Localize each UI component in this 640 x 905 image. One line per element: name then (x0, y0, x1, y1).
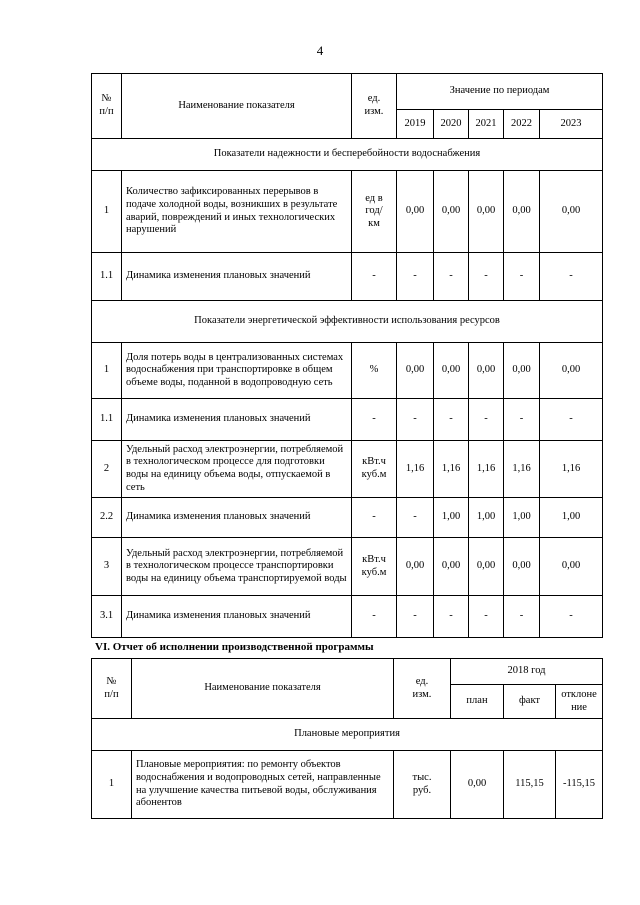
row-value: - (504, 399, 540, 441)
row-value: 0,00 (469, 171, 504, 253)
table-row (92, 171, 603, 253)
row-num: 3 (92, 538, 122, 596)
row-value: 1,16 (540, 441, 603, 498)
row-value: 0,00 (434, 538, 469, 596)
row-num: 2 (92, 441, 122, 498)
row-value: 0,00 (504, 343, 540, 399)
row-unit: - (352, 399, 397, 441)
row-num: 2.2 (92, 498, 122, 538)
row-value: 1,16 (434, 441, 469, 498)
header-unit: ед. изм. (352, 74, 397, 139)
row-value: 1,00 (469, 498, 504, 538)
row-value: 0,00 (397, 171, 434, 253)
row-name: Удельный расход электроэнергии, потребляемой в технологическом процессе транспортировки воды на единицу объема транспортируемой воды (122, 538, 352, 596)
row-value: 115,15 (504, 751, 556, 819)
row-num: 3.1 (92, 596, 122, 638)
row-unit: - (352, 596, 397, 638)
section-heading: VI. Отчет об исполнении производственной программы (95, 641, 374, 653)
row-value: 0,00 (504, 171, 540, 253)
row-name: Динамика изменения плановых значений (122, 253, 352, 301)
header-col: план (451, 685, 504, 719)
header-year: 2023 (540, 110, 603, 139)
table-row (92, 399, 603, 441)
table-row (92, 441, 603, 498)
header-name: Наименование показателя (122, 74, 352, 139)
row-name: Удельный расход электроэнергии, потребляемой в технологическом процессе для подготовки воды на единицу объема воды, отпускаемой в сеть (122, 441, 352, 498)
table-row (92, 538, 603, 596)
row-value: - (397, 498, 434, 538)
table-row (92, 751, 603, 819)
page-number: 4 (316, 43, 324, 58)
row-num: 1.1 (92, 253, 122, 301)
header-col: факт (504, 685, 556, 719)
section-title: Плановые мероприятия (92, 719, 603, 751)
header-unit: ед. изм. (394, 659, 451, 719)
row-value: - (469, 596, 504, 638)
row-name: Доля потерь воды в централизованных системах водоснабжения при транспортировке в общем объеме воды, поданной в водопроводную сеть (122, 343, 352, 399)
row-value: - (397, 596, 434, 638)
row-value: - (504, 253, 540, 301)
header-year: 2022 (504, 110, 540, 139)
row-name: Количество зафиксированных перерывов в подаче холодной воды, возникших в результате аварий, повреждений и иных технологических нарушений (122, 171, 352, 253)
section-title: Показатели надежности и бесперебойности водоснабжения (92, 139, 603, 171)
row-unit: тыс. руб. (394, 751, 451, 819)
row-num: 1.1 (92, 399, 122, 441)
row-value: - (540, 596, 603, 638)
row-value: 0,00 (469, 538, 504, 596)
row-value: 1,00 (434, 498, 469, 538)
row-value: 0,00 (469, 343, 504, 399)
row-value: 0,00 (397, 538, 434, 596)
row-name: Динамика изменения плановых значений (122, 596, 352, 638)
section-title: Показатели энергетической эффективности использования ресурсов (92, 301, 603, 343)
row-value: - (397, 253, 434, 301)
row-unit: ед в год/ км (352, 171, 397, 253)
program-report-table (91, 658, 603, 819)
row-value: 0,00 (540, 171, 603, 253)
row-name: Динамика изменения плановых значений (122, 498, 352, 538)
row-value: 0,00 (504, 538, 540, 596)
table-row (92, 343, 603, 399)
row-value: 1,00 (540, 498, 603, 538)
row-value: 1,16 (469, 441, 504, 498)
row-value: - (434, 253, 469, 301)
row-unit: - (352, 498, 397, 538)
row-value: 1,16 (504, 441, 540, 498)
row-value: 0,00 (540, 538, 603, 596)
header-num: № п/п (92, 659, 132, 719)
row-value: 1,16 (397, 441, 434, 498)
header-name: Наименование показателя (132, 659, 394, 719)
header-year: 2021 (469, 110, 504, 139)
row-num: 1 (92, 751, 132, 819)
row-value: 0,00 (397, 343, 434, 399)
header-col: отклоне ние (556, 685, 603, 719)
row-value: -115,15 (556, 751, 603, 819)
row-value: - (540, 253, 603, 301)
row-unit: % (352, 343, 397, 399)
row-name: Динамика изменения плановых значений (122, 399, 352, 441)
row-value: 0,00 (434, 343, 469, 399)
row-unit: кВт.ч куб.м (352, 538, 397, 596)
header-year: 2019 (397, 110, 434, 139)
indicators-table (91, 73, 603, 638)
row-value: - (397, 399, 434, 441)
row-value: - (469, 253, 504, 301)
row-unit: - (352, 253, 397, 301)
row-value: - (434, 596, 469, 638)
header-year: 2020 (434, 110, 469, 139)
header-year: 2018 год (451, 659, 603, 685)
header-periods: Значение по периодам (397, 74, 603, 110)
row-value: - (469, 399, 504, 441)
row-value: 0,00 (451, 751, 504, 819)
header-num: № п/п (92, 74, 122, 139)
row-value: 1,00 (504, 498, 540, 538)
table-row (92, 498, 603, 538)
table-row (92, 253, 603, 301)
row-value: - (540, 399, 603, 441)
row-value: - (434, 399, 469, 441)
row-value: 0,00 (434, 171, 469, 253)
row-name: Плановые мероприятия: по ремонту объектов водоснабжения и водопроводных сетей, направленные на улучшение качества питьевой воды, обслуживания абонентов (132, 751, 394, 819)
row-num: 1 (92, 171, 122, 253)
row-value: 0,00 (540, 343, 603, 399)
row-value: - (504, 596, 540, 638)
row-num: 1 (92, 343, 122, 399)
row-unit: кВт.ч куб.м (352, 441, 397, 498)
table-row (92, 596, 603, 638)
